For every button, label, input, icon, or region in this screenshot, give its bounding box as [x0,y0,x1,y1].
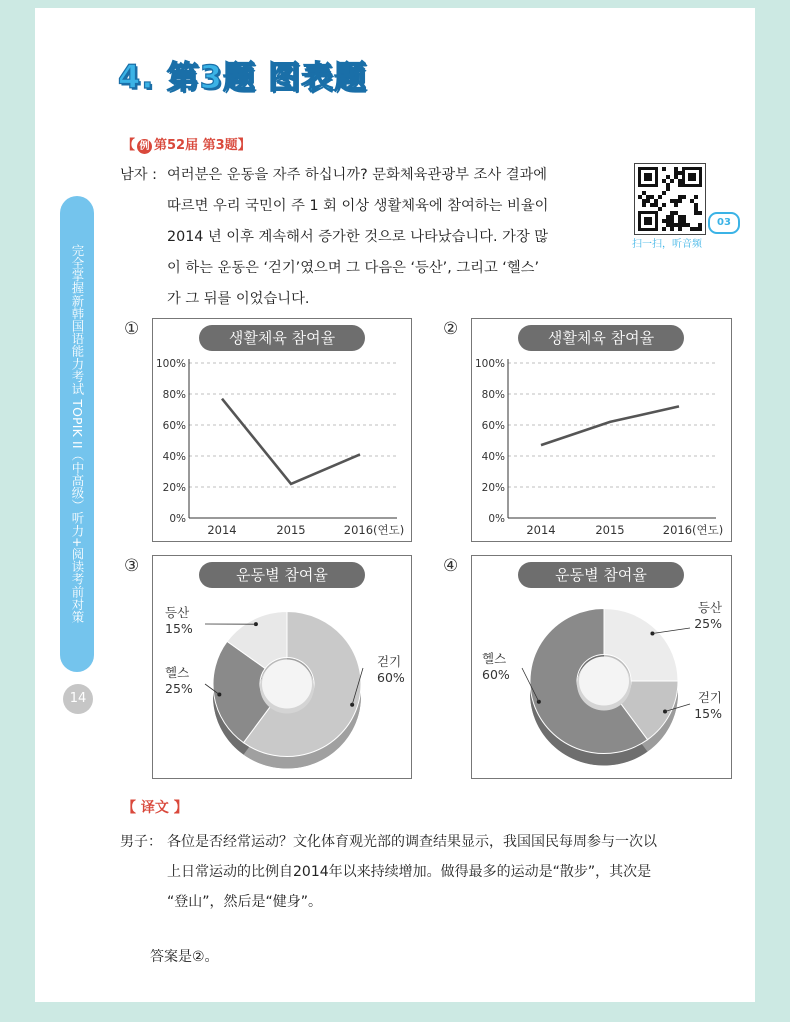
qr-module [658,207,662,211]
page-number: 14 [63,684,93,714]
y-tick-label: 60% [481,420,505,432]
y-tick-label: 0% [488,513,505,525]
slice-percent: 15% [165,621,193,636]
slice-percent: 60% [377,670,405,685]
dialog-line: 이 하는 운동은 ‘걷기’였으며 그 다음은 ‘등산’, 그리고 ‘헬스’ [167,260,540,276]
option-1-panel [152,318,412,542]
donut-hole [579,657,629,706]
scan-hint: 扫一扫，听音频 [632,239,702,250]
qr-finder [644,173,652,181]
line-chart-2 [472,319,731,541]
qr-module [698,227,702,231]
qr-module [678,199,682,203]
option-3-panel [152,555,412,779]
x-tick-label: 2015 [595,523,625,537]
example-label [122,134,251,154]
y-tick-label: 80% [481,389,505,401]
bracket-open: 【 [122,138,136,153]
slice-percent: 60% [482,667,510,682]
chart-title: 운동별 참여율 [199,562,365,588]
example-badge: 例 [137,139,152,154]
qr-module [682,195,686,199]
y-tick-label: 80% [162,389,186,401]
option-number: ④ [443,556,459,576]
qr-module [662,227,666,231]
translation-line: 各位是否经常运动？文化体育观光部的调查结果显示，我国国民每周参与一次以 [167,834,657,850]
dialog-line: 가 그 뒤를 이었습니다. [167,291,310,307]
slice-label: 걷기 [377,654,402,669]
qr-module [698,211,702,215]
slice-marker-dot [537,700,541,704]
qr-module [694,195,698,199]
slice-label: 등산 [697,600,722,615]
qr-finder [688,173,696,181]
translation-speaker: 男子： [120,834,162,850]
qr-module [678,171,682,175]
y-tick-label: 40% [162,451,186,463]
chart-title: 생활체육 참여율 [199,325,365,351]
bracket-close: 】 [237,138,251,153]
y-tick-label: 40% [481,451,505,463]
dialog-line: 따르면 우리 국민이 주 1 회 이상 생활체육에 참여하는 비율이 [167,198,549,214]
qr-finder [644,217,652,225]
chart-title: 생활체육 참여율 [518,325,684,351]
option-2-panel [471,318,732,542]
qr-module [670,179,674,183]
qr-module [678,227,682,231]
qr-module [666,187,670,191]
qr-module [662,167,666,171]
answer: 答案是②。 [150,949,219,965]
translation-line: 上日常运动的比例自2014年以来持续增加。做得最多的运动是“散步”，其次是 [167,864,652,880]
slice-marker-dot [663,709,667,713]
slice-label: 헬스 [482,651,507,666]
qr-module [662,203,666,207]
x-tick-label: 2014 [207,523,237,537]
qr-module [670,227,674,231]
sidebar-tab [60,196,94,672]
section-title: 4. 第3题 图表题 [118,58,367,96]
dialog-line: 여러분은 운동을 자주 하십니까? 문화체육관광부 조사 결과에 [167,167,548,183]
qr-module [662,191,666,195]
slice-percent: 25% [694,616,722,631]
dialog-speaker: 남자 : [120,167,157,183]
audio-track-icon[interactable]: 03 [708,212,740,234]
dialog-line: 2014 년 이후 계속해서 증가한 것으로 나타났습니다. 가장 많 [167,229,549,245]
qr-module [658,195,662,199]
y-tick-label: 100% [155,358,186,370]
data-line [222,399,360,484]
donut-chart-3 [153,556,411,778]
donut-hole [262,660,312,709]
slice-percent: 15% [694,706,722,721]
qr-module [678,183,682,187]
example-source: 第52届 第3题 [154,138,238,153]
option-number: ① [124,319,140,339]
y-tick-label: 0% [169,513,186,525]
slice-label: 걷기 [697,690,722,705]
qr-code-icon[interactable] [634,163,706,235]
data-line [541,406,679,445]
slice-label: 헬스 [165,665,190,680]
option-number: ② [443,319,459,339]
slice-percent: 25% [165,681,193,696]
chart-title: 운동별 참여율 [518,562,684,588]
y-tick-label: 20% [481,482,505,494]
y-tick-label: 20% [162,482,186,494]
translation-label: 【 译文 】 [122,800,188,816]
line-chart-1 [153,319,411,541]
book-title: 完全掌握新韩国语能力考试 TOPIK II（中高级）听力+阅读考前对策 [70,244,85,624]
qr-module [674,203,678,207]
y-tick-label: 100% [474,358,505,370]
translation-line: “登山”，然后是“健身”。 [167,894,323,910]
slice-label: 등산 [165,605,190,620]
x-tick-label: 2016(연도) [662,523,724,537]
x-tick-label: 2014 [526,523,556,537]
option-number: ③ [124,556,140,576]
donut-chart-4 [472,556,731,778]
y-tick-label: 60% [162,420,186,432]
x-tick-label: 2015 [276,523,306,537]
option-4-panel [471,555,732,779]
qr-module [642,203,646,207]
x-tick-label: 2016(연도) [343,523,405,537]
